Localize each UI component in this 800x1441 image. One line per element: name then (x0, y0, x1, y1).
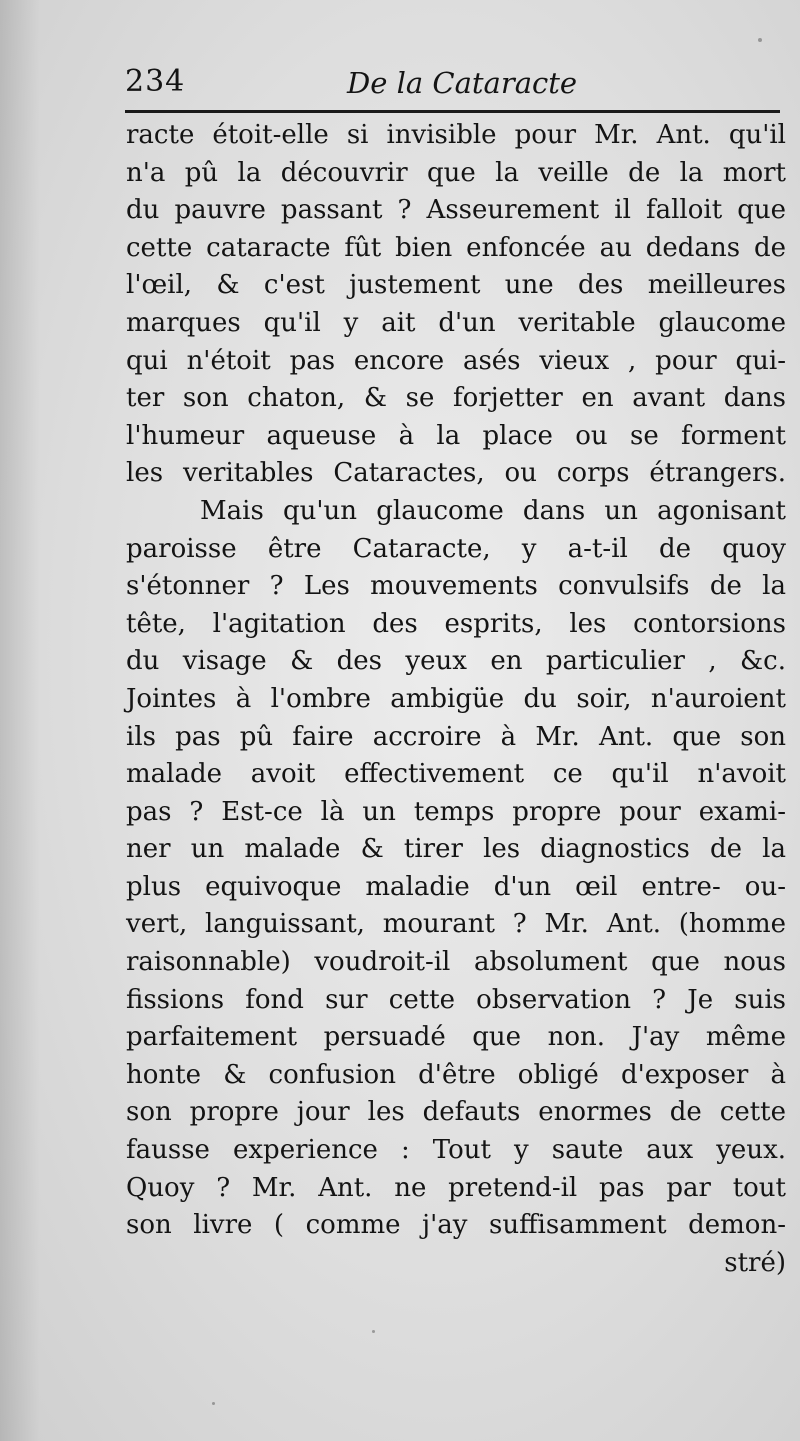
page-header (125, 64, 785, 106)
text-line: paroisse être Cataracte, y a-t-il de quoy (126, 533, 786, 564)
text-line: du pauvre passant ? Asseurement il falloit que (126, 195, 786, 226)
text-line: cette cataracte fût bien enfoncée au dedans de (126, 232, 786, 263)
text-line: Jointes à l'ombre ambigüe du soir, n'auroient (126, 683, 786, 714)
text-line: ter son chaton, & se forjetter en avant dans (126, 383, 786, 414)
text-line: parfaitement persuadé que non. J'ay même (126, 1022, 786, 1053)
text-line: les veritables Cataractes, ou corps étrangers. (126, 458, 786, 489)
text-line: s'étonner ? Les mouvements convulsifs de la (126, 571, 786, 602)
text-line: son livre ( comme j'ay suffisamment demon- (126, 1210, 786, 1241)
text-line: racte étoit-elle si invisible pour Mr. Ant. qu'il (126, 120, 786, 150)
text-line: tête, l'agitation des esprits, les contorsions (126, 608, 786, 639)
running-head: De la Cataracte (347, 66, 578, 100)
text-line: vert, languissant, mourant ? Mr. Ant. (homme (126, 909, 786, 940)
text-line: qui n'étoit pas encore asés vieux , pour qui- (126, 345, 786, 376)
page-number: 234 (125, 64, 186, 99)
text-line: l'œil, & c'est justement une des meilleures (126, 270, 786, 301)
paper-speck (212, 1402, 215, 1405)
text-line: pas ? Est-ce là un temps propre pour exami- (126, 796, 786, 827)
text-line: Quoy ? Mr. Ant. ne pretend-il pas par tout (126, 1172, 786, 1203)
text-line: son propre jour les defauts enormes de cette (126, 1097, 786, 1128)
body-text (126, 117, 786, 1282)
paragraph-start-line: Mais qu'un glaucome dans un agonisant (200, 495, 786, 526)
text-line: ils pas pû faire accroire à Mr. Ant. que son (126, 721, 786, 752)
header-rule (125, 110, 780, 113)
text-line: raisonnable) voudroit-il absolument que nous (126, 947, 786, 978)
spine-shadow (0, 0, 40, 1441)
text-line: plus equivoque maladie d'un œil entre- ou- (126, 871, 786, 902)
paper-speck (372, 1330, 375, 1333)
text-line: ner un malade & tirer les diagnostics de la (126, 834, 786, 865)
text-line: marques qu'il y ait d'un veritable glaucome (126, 307, 786, 338)
text-line: malade avoit effectivement ce qu'il n'avoit (126, 759, 786, 790)
paper-speck (758, 38, 762, 42)
text-line: l'humeur aqueuse à la place ou se forment (126, 420, 786, 451)
text-line: fissions fond sur cette observation ? Je suis (126, 984, 786, 1015)
text-line: fausse experience : Tout y saute aux yeux. (126, 1135, 786, 1166)
text-line: du visage & des yeux en particulier , &c. (126, 646, 786, 677)
text-line: n'a pû la découvrir que la veille de la mort (126, 157, 786, 188)
text-line: honte & confusion d'être obligé d'exposer à (126, 1059, 786, 1090)
catchword-line: stré) (724, 1247, 786, 1278)
